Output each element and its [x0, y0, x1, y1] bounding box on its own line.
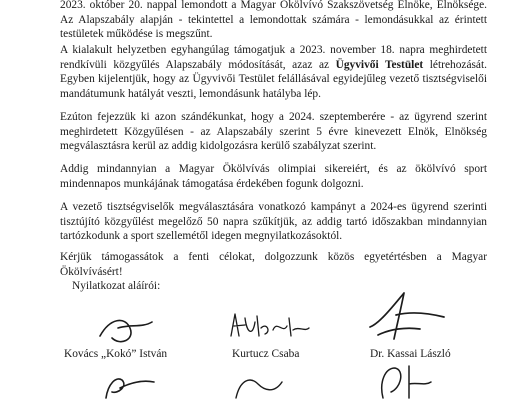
signature-6-image [355, 362, 435, 400]
paragraph-2-after: létrehozását. Egyben kijelentjük, hogy az Ügyvivői Testület felállásával egyidejűleg vezető tisztségviselői mandátumunk hatályát veszti, lemondásunk hatályba lép. [60, 58, 487, 100]
paragraph-3: Ezúton fejezzük ki azon szándékunkat, hogy a 2024. szeptemberére - az ügyrend szerint meghirdetett Közgyűlésen - az Alapszabály szerint 5 évre kinevezett Elnök, Elnökség megválasztásra kerül az addig kidolgozásra kerülő szabályzat szerint. [60, 111, 487, 152]
paragraph-2 [60, 43, 487, 101]
signatory-name-1: Kovács „Kokó” István [64, 348, 168, 360]
paragraph-2-before: A kialakult helyzetben egyhangúlag támogatjuk a 2023. november 18. napra meghirdetett rendkívüli közgyűlés Alapszabály módosítását, azaz az [60, 44, 487, 71]
signature-3-image [360, 283, 450, 343]
signatory-name-3: Dr. Kassai László [370, 348, 451, 360]
signature-5-image [230, 372, 300, 400]
signature-1-image [70, 298, 170, 348]
signatures-heading: Nyilatkozat aláírói: [72, 280, 161, 292]
signature-4-image [98, 370, 158, 400]
paragraph-1: 2023. október 20. nappal lemondott a Magyar Ökölvívó Szakszövetség Elnöke, Elnöksége. Az Alapszabály alapján - tekintettel a lemondottak számára - lemondásukkal az érintett testületek működése is megszűnt. [60, 0, 487, 40]
paragraph-2-bold: Ügyvivői Testület [335, 58, 424, 71]
paragraph-4: Addig mindannyian a Magyar Ökölvívás olimpiai sikereiért, és az ökölvívó sport mindennapos munkájának támogatása érdekében fogunk dolgozni. [60, 163, 487, 190]
signatory-name-2: Kurtucz Csaba [232, 348, 300, 360]
paragraph-6: Kérjük támogassátok a fenti célokat, dolgozzunk közös egyetértésben a Magyar Ökölvívásért! [60, 251, 487, 278]
paragraph-5: A vezető tisztségviselők megválasztására vonatkozó kampányt a 2024-es ügyrend szerinti tisztújító közgyűlést megelőző 50 napra szűkítjük, az addig tartó időszakban mindannyian tartózkodunk a sport szellemétől idegen megnyilatkozásoktól. [60, 201, 487, 242]
signature-2-image [225, 308, 315, 344]
